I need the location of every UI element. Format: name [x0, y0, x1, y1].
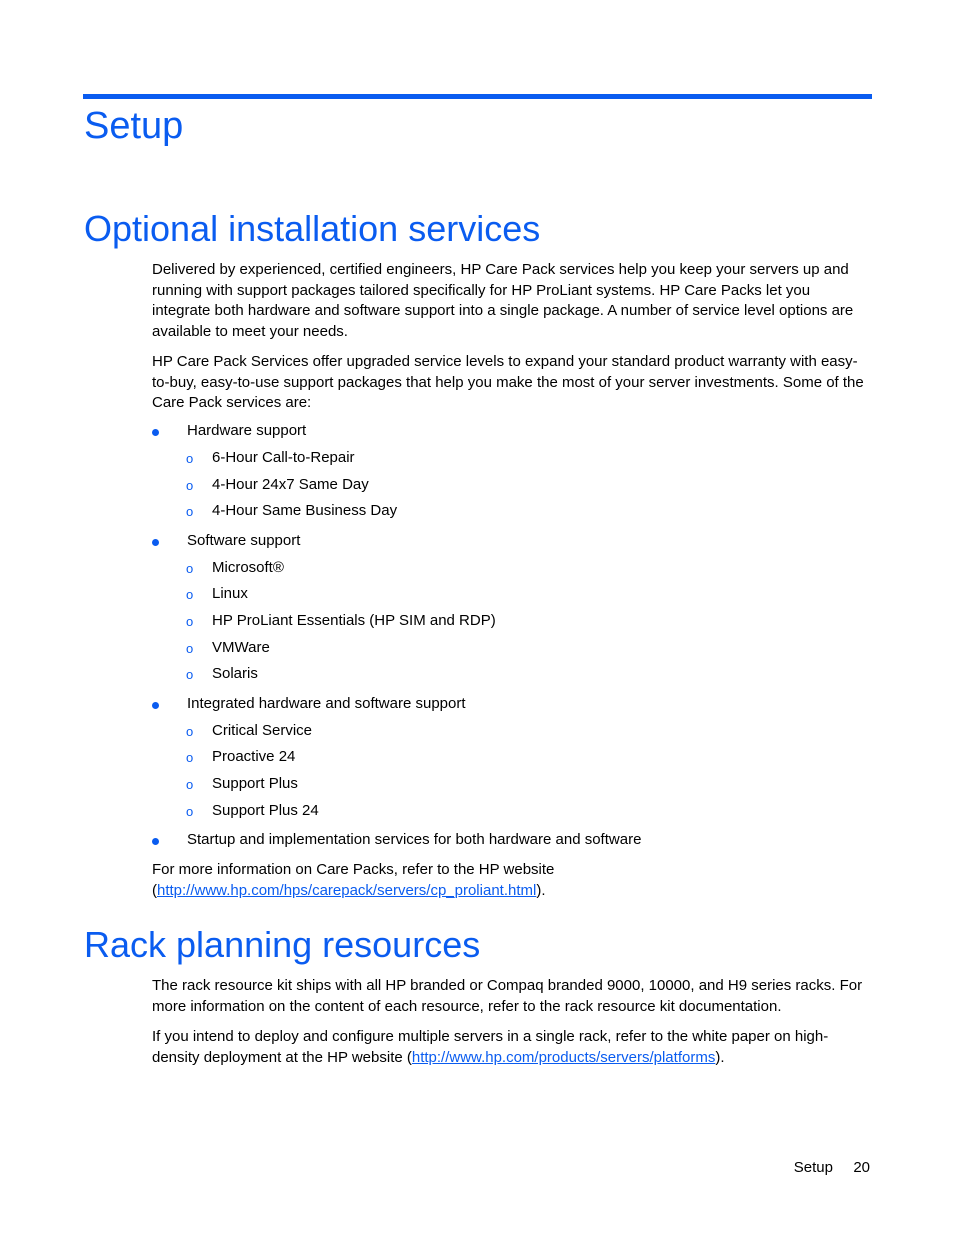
- sub-bullet-marker: o: [186, 777, 194, 792]
- sub-item: Linux: [212, 585, 248, 602]
- bullet-dot: [152, 429, 159, 436]
- paren-close: ).: [536, 881, 546, 899]
- sub-bullet-marker: o: [186, 478, 194, 493]
- sub-bullet-marker: o: [186, 667, 194, 682]
- sub-item: 4-Hour Same Business Day: [212, 502, 398, 519]
- sub-bullet-marker: o: [186, 561, 194, 576]
- sub-bullet-marker: o: [186, 614, 194, 629]
- list-item-integrated-support: Integrated hardware and software support: [187, 695, 466, 712]
- footer-section: Setup: [793, 1159, 833, 1176]
- more-info-text: For more information on Care Packs, refer to the HP website: [152, 861, 555, 878]
- section2-intro: [152, 976, 872, 1017]
- section-title-rack-planning-resources: Rack planning resources: [84, 924, 481, 965]
- intro-paragraph: Delivered by experienced, certified engineers, HP Care Pack services help you keep your servers up and running with support packages tailored specifically for HP ProLiant systems. HP Care Packs let you integrate both hardware and software support into a single package. A number of service level options are available to meet your needs.: [152, 261, 854, 340]
- bullet-dot: [152, 539, 159, 546]
- sub-item: Support Plus 24: [212, 802, 319, 819]
- section1-intro: [152, 260, 872, 342]
- chapter-title: Setup: [84, 105, 184, 147]
- paren-close: ).: [715, 1048, 725, 1066]
- sub-bullet-marker: o: [186, 641, 194, 656]
- section2-whitepaper: [152, 1027, 872, 1068]
- carepack-paragraph: HP Care Pack Services offer upgraded service levels to expand your standard product warranty with easy-to-buy, easy-to-use support packages that help you make the most of your server investments. Some of the Care Pack services are:: [152, 353, 864, 411]
- page-number: 20: [853, 1159, 870, 1176]
- sub-item: Microsoft®: [212, 559, 284, 576]
- list-item-hardware-support: Hardware support: [187, 422, 307, 439]
- bullet-dot: [152, 838, 159, 845]
- sub-bullet-marker: o: [186, 504, 194, 519]
- sub-item: Proactive 24: [212, 748, 296, 765]
- carepack-website-link[interactable]: http://www.hp.com/hps/carepack/servers/cp_proliant.html: [157, 881, 537, 899]
- sub-item: VMWare: [212, 639, 270, 656]
- sub-bullet-marker: o: [186, 724, 194, 739]
- sub-item: HP ProLiant Essentials (HP SIM and RDP): [212, 612, 496, 629]
- sub-bullet-marker: o: [186, 750, 194, 765]
- sub-item: Solaris: [212, 665, 258, 682]
- whitepaper-text: If you intend to deploy and configure multiple servers in a single rack, refer to the white paper on high-density deployment at the HP website (: [152, 1028, 829, 1066]
- section1-carepack-intro: [152, 352, 872, 414]
- sub-item: Support Plus: [212, 775, 298, 792]
- sub-item: 6-Hour Call-to-Repair: [212, 449, 355, 466]
- list-item-software-support: Software support: [187, 532, 301, 549]
- chapter-top-rule: [83, 94, 872, 99]
- page-footer: [794, 1158, 870, 1178]
- sub-bullet-marker: o: [186, 451, 194, 466]
- sub-bullet-marker: o: [186, 587, 194, 602]
- section-title-optional-installation-services: Optional installation services: [84, 208, 541, 249]
- sub-item: 4-Hour 24x7 Same Day: [212, 476, 369, 493]
- list-item-startup-services: Startup and implementation services for both hardware and software: [187, 831, 642, 848]
- rack-kit-paragraph: The rack resource kit ships with all HP branded or Compaq branded 9000, 10000, and H9 series racks. For more information on the content of each resource, refer to the rack resource kit documentation.: [152, 977, 863, 1015]
- platforms-website-link[interactable]: http://www.hp.com/products/servers/platforms: [411, 1048, 716, 1066]
- carepack-more-info: [152, 860, 872, 901]
- bullet-dot: [152, 702, 159, 709]
- sub-item: Critical Service: [212, 722, 313, 739]
- paren-open: (: [152, 881, 157, 899]
- sub-bullet-marker: o: [186, 804, 194, 819]
